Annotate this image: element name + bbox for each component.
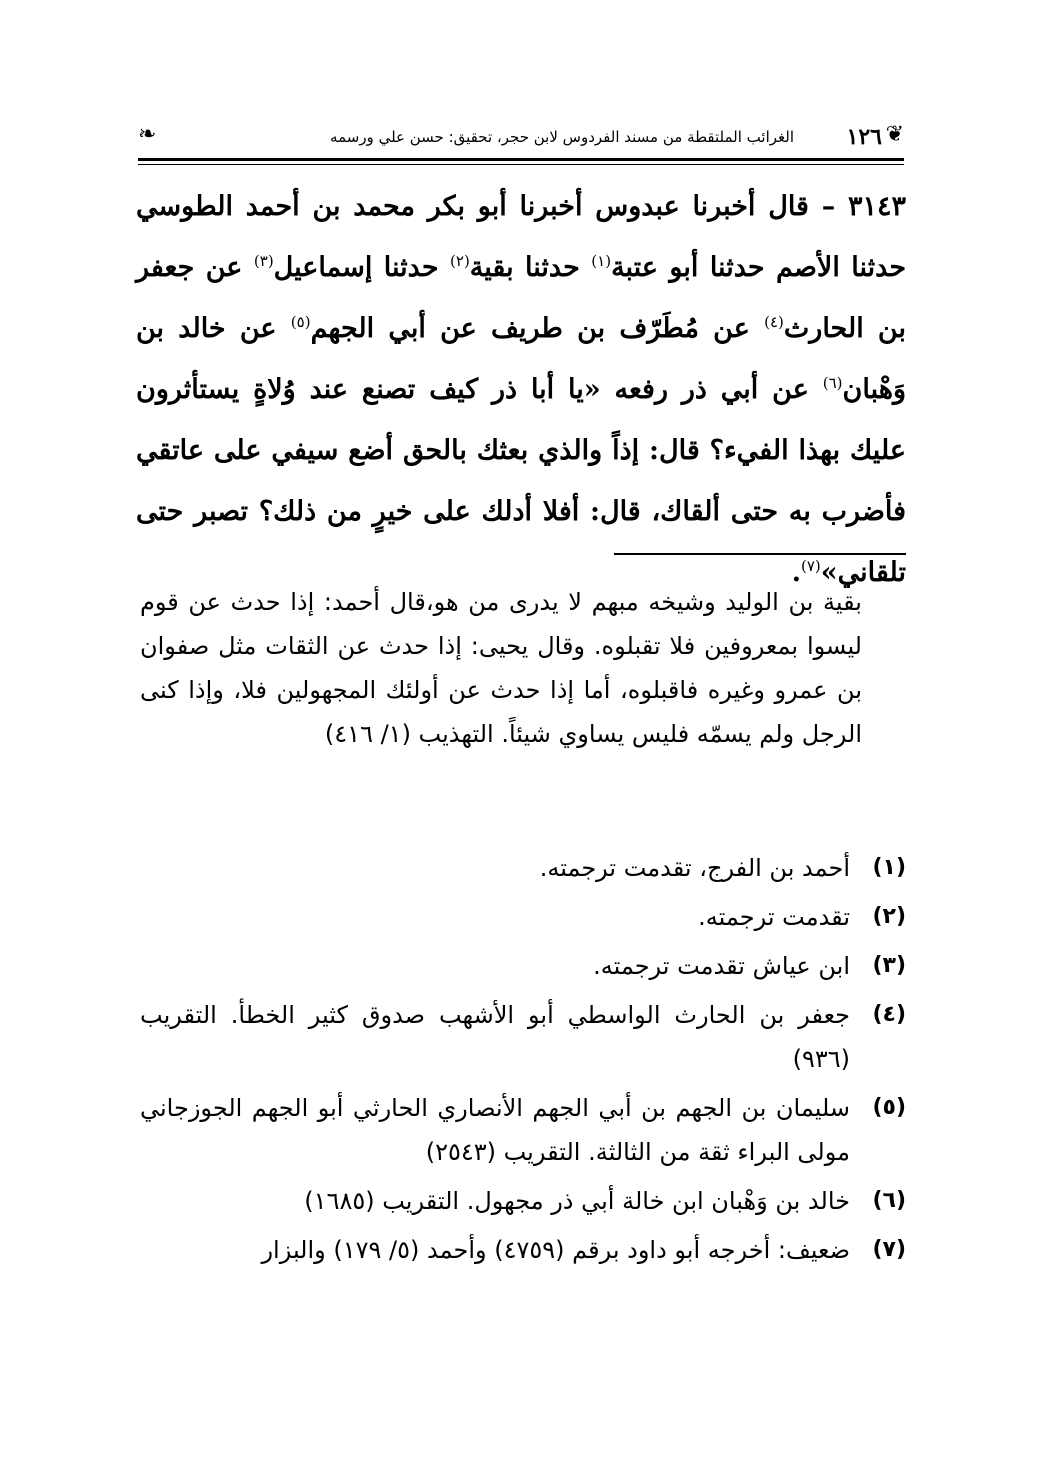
footnote-text: ضعيف: أخرجه أبو داود برقم (٤٧٥٩) وأحمد (٥/ ١٧٩) والبزار [261,1236,850,1264]
footnotes [140,846,906,1277]
hadith-matn: بهذا الفيء؟ قال: إذاً والذي بعثك بالحق أضع سيفي على عاتقي فأضرب [136,435,907,527]
hadith-matn: «يا أبا ذر كيف تصنع عند وُلاةٍ يستأثرون عليك [136,374,906,466]
footnote-item [140,993,906,1081]
footnote-number: (٣) [872,953,906,978]
floral-ornament-icon: ❧ [138,122,157,147]
footnote-text: أحمد بن الفرج، تقدمت ترجمته. [539,854,850,882]
footnote-text: سليمان بن الجهم بن أبي الجهم الأنصاري الحارثي أبو الجهم الجوزجاني مولى البراء ثقة من الثالثة. التقريب (٢٥٤٣) [140,1094,850,1166]
header-title: الغرائب الملتقطة من مسند الفردوس لابن حجر، تحقيق: حسن علي ورسمه [330,128,794,146]
footnote-ref[interactable]: (٣) [253,252,274,270]
footnote-separator [614,553,906,555]
footnote-item [140,846,906,890]
note-line: شيئاً. التهذيب (١/ ٤١٦) [324,720,551,748]
footnote-number: (٤) [872,1002,906,1027]
hadith-line: . [791,557,801,588]
footnote-number: (٧) [872,1237,906,1262]
note-line: الثقات مثل صفوان بن عمرو وغيره فاقبلوه، أما إذا حدث عن [140,632,863,704]
hadith-line: حدثنا إسماعيل [273,252,439,283]
footnote-text: خالد بن وَهْبان ابن خالة أبي ذر مجهول. التقريب (١٦٨٥) [304,1187,850,1215]
footnote-ref[interactable]: (٤) [764,313,784,331]
header-rule [138,164,904,165]
hadith-line: عن خالد بن [136,313,277,344]
hadith-line: حدثنا بقية [469,252,580,283]
page-number: ١٢٦ [846,124,882,150]
footnote-item [140,944,906,988]
footnote-item [140,1228,906,1272]
hadith-line: عن مُطَرّف بن طريف عن أبي الجهم [310,313,750,344]
header-rule [138,158,904,161]
hadith-matn: به حتى ألقاك، قال: أفلا أدلك على خيرٍ من ذلك؟ تصبر حتى تلقاني» [136,496,906,588]
continued-footnote [140,580,862,756]
note-line: بقية بن الوليد وشيخه مبهم لا يدرى من هو،قال أحمد: إذا حدث [230,588,862,616]
footnote-ref[interactable]: (١) [591,252,612,270]
footnote-item [140,1179,906,1223]
hadith-line: عن [205,252,243,283]
footnote-number: (٢) [872,904,906,929]
footnote-ref[interactable]: (٧) [800,557,821,575]
note-line: أولئك المجهولين فلا، وإذا كنى الرجل ولم يسمّه فليس يساوي [140,676,862,748]
footnote-number: (٥) [872,1095,906,1120]
footnote-number: (٦) [872,1188,906,1213]
footnote-ref[interactable]: (٢) [450,252,470,270]
note-line: عن قوم ليسوا بمعروفين فلا تقبلوه. وقال يحيى: إذا حدث عن [140,588,862,660]
hadith-line: حدثنا الأصم حدثنا أبو عتبة [611,252,907,283]
footnote-text: جعفر بن الحارث الواسطي أبو الأشهب صدوق كثير الخطأ. التقريب (٩٣٦) [140,1001,850,1073]
floral-ornament-icon: ❦ [885,122,904,147]
hadith-line: وَهْبان [842,374,906,405]
running-header [138,116,904,162]
hadith-line: عن أبي ذر رفعه [614,374,809,405]
hadith-line: ٣١٤٣ – قال أخبرنا عبدوس أخبرنا أبو بكر محمد بن أحمد الطوسي [136,191,906,222]
hadith-text [136,176,906,603]
footnote-text: تقدمت ترجمته. [698,903,850,931]
footnote-item [140,1086,906,1174]
footnote-number: (١) [872,855,906,880]
footnote-ref[interactable]: (٦) [822,374,843,392]
footnote-ref[interactable]: (٥) [290,313,311,331]
footnote-text: ابن عياش تقدمت ترجمته. [593,952,850,980]
hadith-line: جعفر بن الحارث [136,252,907,344]
footnote-item [140,895,906,939]
